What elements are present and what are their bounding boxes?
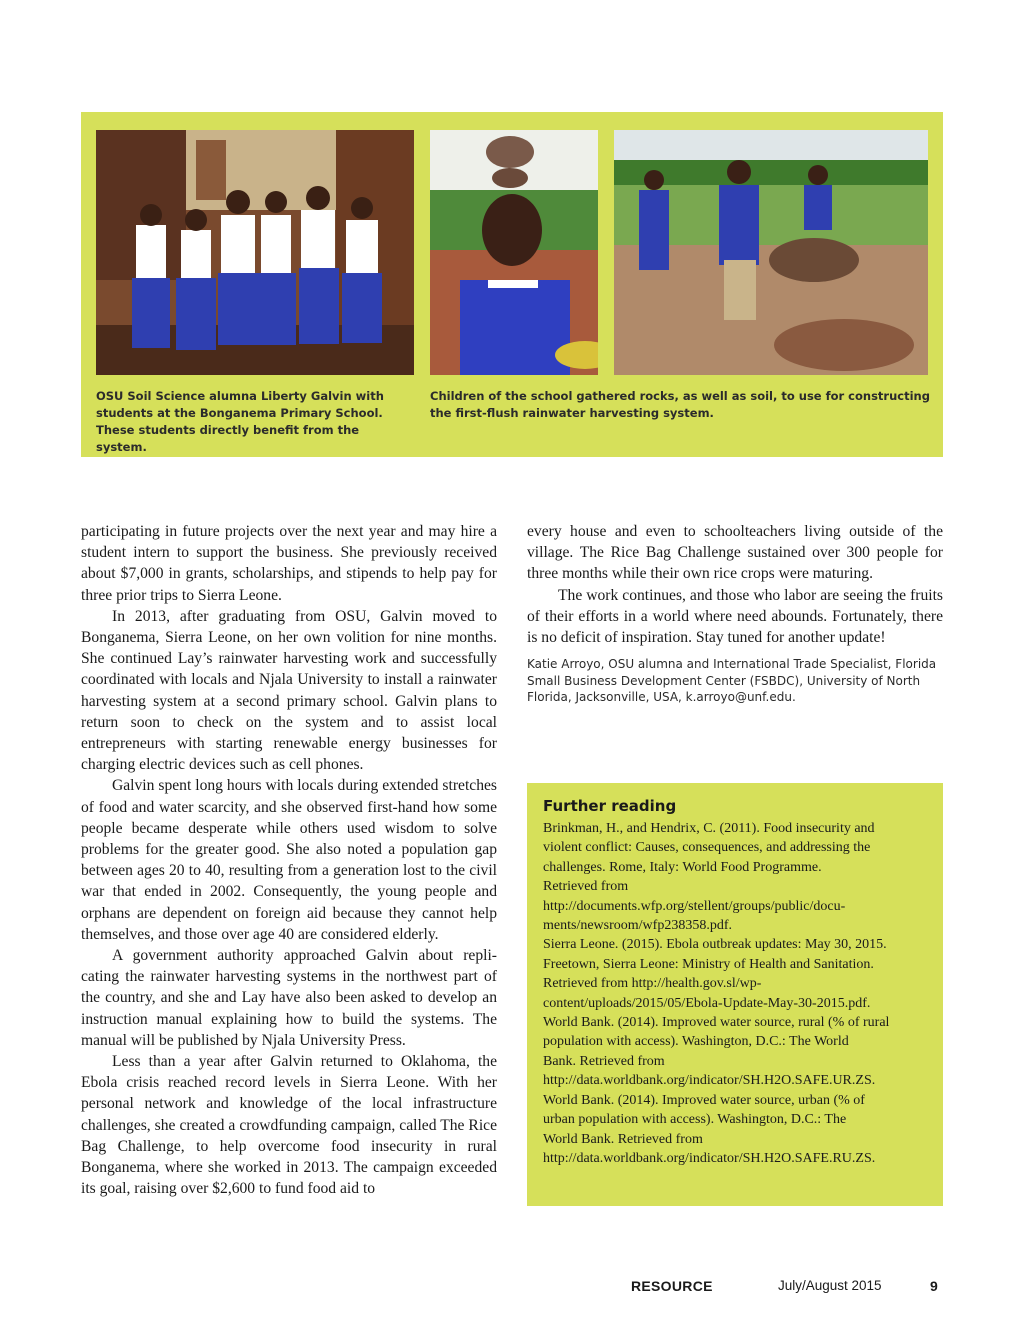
reference-line: population with access). Washington, D.C.: The World: [543, 1034, 849, 1050]
footer-page-number: 9: [930, 1278, 938, 1294]
reference-line: urban population with access). Washington, D.C.: The: [543, 1112, 847, 1128]
reference-line: challenges. Rome, Italy: World Food Programme.: [543, 859, 822, 875]
reference-item: [543, 1013, 929, 1091]
reference-line: violent conflict: Causes, consequences, and addressing the: [543, 840, 871, 856]
further-reading-box: [527, 783, 943, 1206]
footer-magazine-name: RESOURCE: [631, 1278, 713, 1294]
reference-line: Sierra Leone. (2015). Ebola outbreak updates: May 30, 2015.: [543, 937, 887, 953]
reference-list: [543, 819, 929, 1168]
reference-item: [543, 935, 929, 1013]
reference-line: World Bank. Retrieved from: [543, 1131, 703, 1147]
caption-left: OSU Soil Science alumna Liberty Galvin with students at the Bonganema Primary School. These students directly benefit from the system.: [96, 389, 384, 454]
photo-band: [81, 112, 943, 457]
paragraph: A government authority approached Galvin about repli-cating the rainwater harvesting systems in the northwest part of the country, and she and Lay have also been asked to develop an instruction manual explaining how to build the systems. The manual will be published by Njala University Press.: [81, 947, 497, 1049]
reference-item: [543, 1091, 929, 1169]
reference-line: Brinkman, H., and Hendrix, C. (2011). Food insecurity and: [543, 821, 875, 836]
paragraph: Galvin spent long hours with locals during extended stretches of food and water scarcity, and she observed first-hand how some people became desperate while others used wisdom to solve problems for the greater good. She also noted a population gap between ages 20 to 40, resulting from a generation lost to the civil war that ended in 2002. Consequently, the young people and orphans are dependent on foreign aid because they cannot help themselves, and those over age 40 are considered elderly.: [81, 777, 497, 943]
reference-link[interactable]: Retrieved from http://health.gov.sl/wp-: [543, 976, 762, 992]
reference-line: Retrieved from: [543, 879, 629, 895]
reference-line: World Bank. (2014). Improved water source, urban (% of: [543, 1092, 865, 1108]
reference-link[interactable]: http://documents.wfp.org/stellent/groups/public/docu-: [543, 898, 846, 914]
further-reading-title: Further reading: [543, 797, 677, 815]
footer-issue-date: July/August 2015: [778, 1278, 882, 1293]
author-name: Katie Arroyo,: [527, 657, 605, 672]
paragraph: In 2013, after graduating from OSU, Galvin moved to Bonganema, Sierra Leone, on her own volition for nine months. She continued Lay’s rainwater harvesting work and successfully coordinated with locals and Njala University to install a rainwater harvesting system at a second primary school. Galvin plans to return soon to check on the system and to assist local entrepreneurs with starting renewable energy businesses for charging electric devices such as cell phones.: [81, 607, 497, 774]
caption-right: Children of the school gathered rocks, as well as soil, to use for constructing the first-flush rainwater harvesting system.: [430, 389, 930, 420]
photo-students-with-galvin: [96, 130, 414, 375]
article-right-column: [527, 521, 943, 705]
reference-item: [543, 819, 929, 935]
paragraph: Less than a year after Galvin returned to Oklahoma, the Ebola crisis reached record levels in Sierra Leone. With her personal network and knowledge of the local infrastructure challenges, she created a crowdfunding campaign, called The Rice Bag Challenge, to help overcome food insecurity in rural Bonganema, where she worked in 2013. The campaign exceeded its goal, raising over $2,600 to fund food aid to: [81, 1053, 497, 1198]
photo-girl-carrying-rocks: [430, 130, 598, 375]
paragraph: participating in future projects over the next year and may hire a student intern to support the business. She previously received about $7,000 in grants, scholarships, and stipends to help pay for three prior trips to Sierra Leone.: [81, 523, 497, 604]
reference-link[interactable]: http://data.worldbank.org/indicator/SH.H2O.SAFE.RU.ZS.: [543, 1150, 876, 1166]
paragraph: The work continues, and those who labor are seeing the fruits of their efforts in a world where need abounds. Fortunately, there is no deficit of inspiration. Stay tuned for another update!: [527, 586, 943, 647]
reference-link[interactable]: ments/newsroom/wfp238358.pdf.: [543, 918, 732, 934]
reference-line: Bank. Retrieved from: [543, 1053, 665, 1069]
reference-link[interactable]: content/uploads/2015/05/Ebola-Update-May-30-2015.pdf.: [543, 995, 871, 1011]
article-left-column: [81, 521, 497, 1200]
paragraph: every house and even to schoolteachers living outside of the village. The Rice Bag Challenge sustained over 300 people for three months while their own rice crops were maturing.: [527, 523, 943, 583]
photo-children-sifting-soil: [614, 130, 928, 375]
author-details: OSU alumna and International Trade Specialist, Florida Small Business Development Center (FSBDC), University of North Florida, Jacksonville, USA, k.arroyo@unf.edu.: [527, 657, 937, 705]
reference-line: World Bank. (2014). Improved water source, rural (% of rural: [543, 1015, 890, 1031]
reference-line: Freetown, Sierra Leone: Ministry of Health and Sanitation.: [543, 956, 874, 972]
author-bio: [527, 656, 943, 705]
reference-link[interactable]: http://data.worldbank.org/indicator/SH.H2O.SAFE.UR.ZS.: [543, 1073, 876, 1089]
